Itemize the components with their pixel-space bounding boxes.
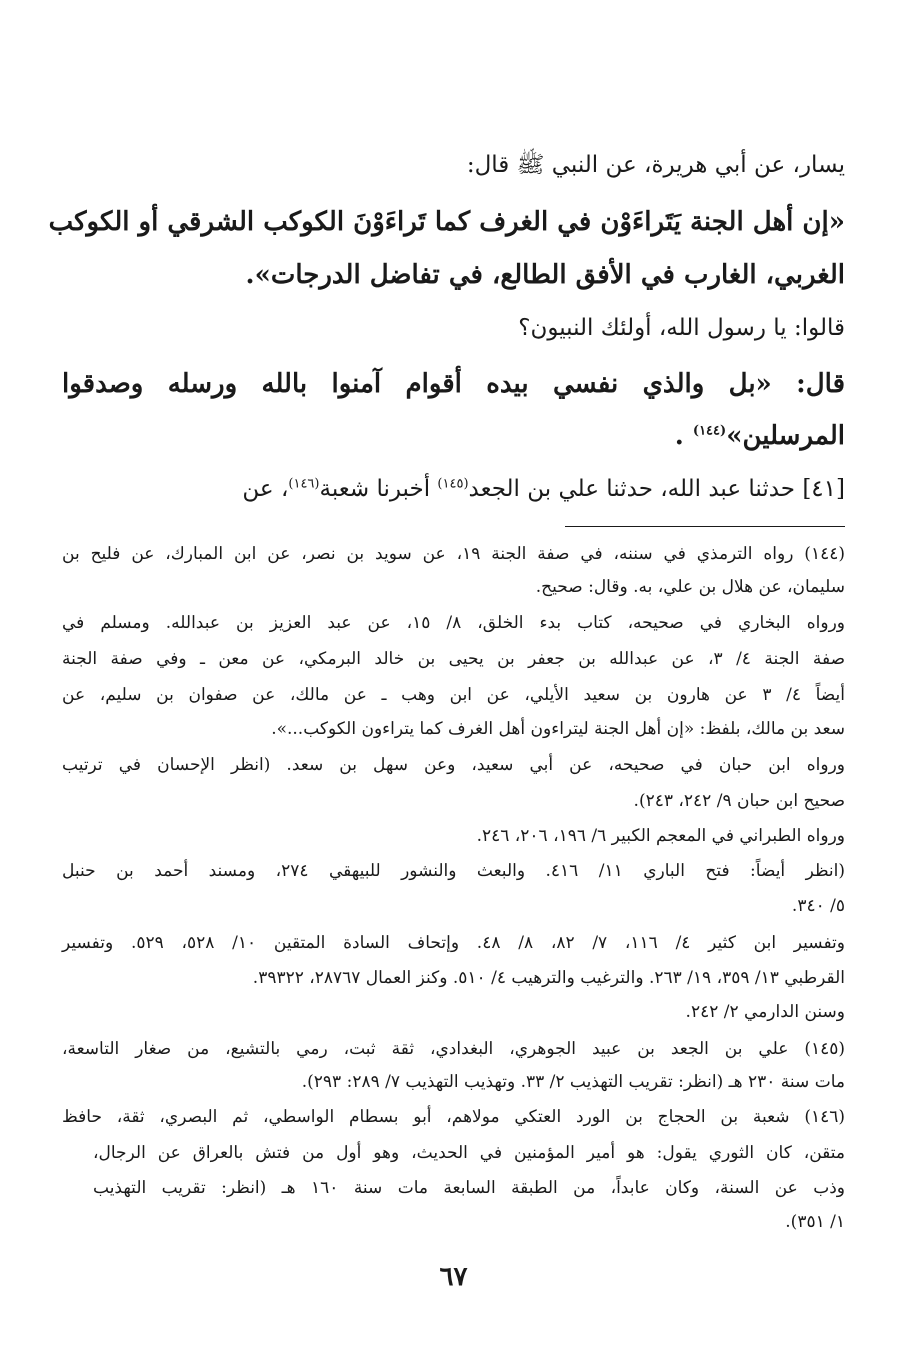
- hadith-end-text: المرسلين»: [726, 421, 845, 451]
- main-line-2: قالوا: يا رسول الله، أولئك النبيون؟: [518, 315, 845, 341]
- footnote-line: القرطبي ١٣/ ٣٥٩، ١٩/ ٢٦٣. والترغيب والترهيب ٤/ ٥١٠. وكنز العمال ٢٨٧٦٧، ٣٩٣٢٢.: [252, 968, 845, 988]
- footnote-line: (١٤٥) علي بن الجعد بن عبيد الجوهري، البغدادي، ثقة ثبت، رمي بالتشيع، من صغار التاسعة،: [62, 1039, 845, 1059]
- main-line-1: يسار، عن أبي هريرة، عن النبي ﷺ قال:: [466, 152, 845, 178]
- footnote-line: مات سنة ٢٣٠ هـ (انظر: تقريب التهذيب ٢/ ٣٣. وتهذيب التهذيب ٧/ ٢٨٩: ٢٩٣).: [301, 1072, 845, 1092]
- main-line-3: [62, 474, 845, 504]
- footnote-line: ورواه البخاري في صحيحه، كتاب بدء الخلق، ٨/ ١٥، عن عبد العزيز بن عبدالله. ومسلم في: [62, 613, 845, 633]
- footnote-line: سليمان، عن هلال بن علي، به. وقال: صحيح.: [535, 577, 845, 597]
- footnote-line: سعد بن مالك، بلفظ: «إن أهل الجنة ليتراءون أهل الغرف كما يتراءون الكوكب...».: [271, 719, 845, 739]
- isnad-end: ، عن: [242, 476, 289, 502]
- footnote-line: (١٤٤) رواه الترمذي في سننه، في صفة الجنة ١٩، عن سويد بن نصر، عن ابن المبارك، عن فليح بن: [62, 544, 845, 564]
- footnote-line: وتفسير ابن كثير ٤/ ١١٦، ٧/ ٨٢، ٨/ ٤٨. وإتحاف السادة المتقين ١٠/ ٥٢٨، ٥٢٩. وتفسير: [62, 933, 845, 953]
- hadith-line-4: [62, 418, 845, 454]
- footnote-line: (انظر أيضاً: فتح الباري ١١/ ٤١٦. والبعث والنشور للبيهقي ٢٧٤، ومسند أحمد بن حنبل: [62, 861, 845, 881]
- footnote-line: ورواه الطبراني في المعجم الكبير ٦/ ١٩٦، ٢٠٦، ٢٤٦.: [476, 826, 845, 846]
- footnote-line: وذب عن السنة، وكان عابداً، من الطبقة السابعة مات سنة ١٦٠ هـ (انظر: تقريب التهذيب: [93, 1178, 845, 1198]
- footnote-line: صحيح ابن حبان ٩/ ٢٤٢، ٢٤٣).: [633, 791, 845, 811]
- footnote-line: صفة الجنة ٤/ ٣، عن عبدالله بن جعفر بن يحيى بن خالد البرمكي، عن معن ـ وفي صفة الجنة: [62, 649, 846, 669]
- isnad-middle: أخبرنا شعبة: [319, 476, 438, 502]
- hadith-line-2: الغربي، الغارب في الأفق الطالع، في تفاضل الدرجات».: [245, 260, 845, 290]
- page-number: ٦٧: [439, 1262, 468, 1292]
- footnote-line: متقن، كان الثوري يقول: هو أمير المؤمنين في الحديث، وهو أول من فتش بالعراق عن الرجال،: [93, 1143, 845, 1163]
- isnad-start: [٤١] حدثنا عبد الله، حدثنا علي بن الجعد: [468, 476, 845, 502]
- footnote-line: ورواه ابن حبان في صحيحه، عن أبي سعيد، وعن سهل بن سعد. (انظر الإحسان في ترتيب: [62, 755, 845, 775]
- footnote-line: ٥/ ٣٤٠.: [791, 896, 845, 916]
- footnote-line: ١/ ٣٥١).: [785, 1212, 845, 1232]
- sentence-end: .: [674, 421, 684, 451]
- footnote-line: (١٤٦) شعبة بن الحجاج بن الورد العتكي مولاهم، أبو بسطام الواسطي، ثم البصري، ثقة، حافظ: [62, 1107, 845, 1127]
- footnote-line: وسنن الدارمي ٢/ ٢٤٢.: [685, 1002, 845, 1022]
- hadith-line-3: قال: «بل والذي نفسي بيده أقوام آمنوا بالله ورسله وصدقوا: [62, 369, 845, 399]
- hadith-line-1: «إن أهل الجنة يَتَراءَوْن في الغرف كما تَراءَوْنَ الكوكب الشرقي أو الكوكب: [48, 207, 845, 237]
- footnote-separator: [565, 526, 845, 527]
- footnote-line: أيضاً ٤/ ٣ عن هارون بن سعيد الأيلي، عن ابن وهب ـ عن مالك، عن صفوان بن سليم، عن: [62, 685, 845, 705]
- footnote-ref-144: (١٤٤): [692, 423, 727, 439]
- footnote-ref-146: (١٤٦): [288, 476, 320, 492]
- footnote-ref-145: (١٤٥): [437, 476, 469, 492]
